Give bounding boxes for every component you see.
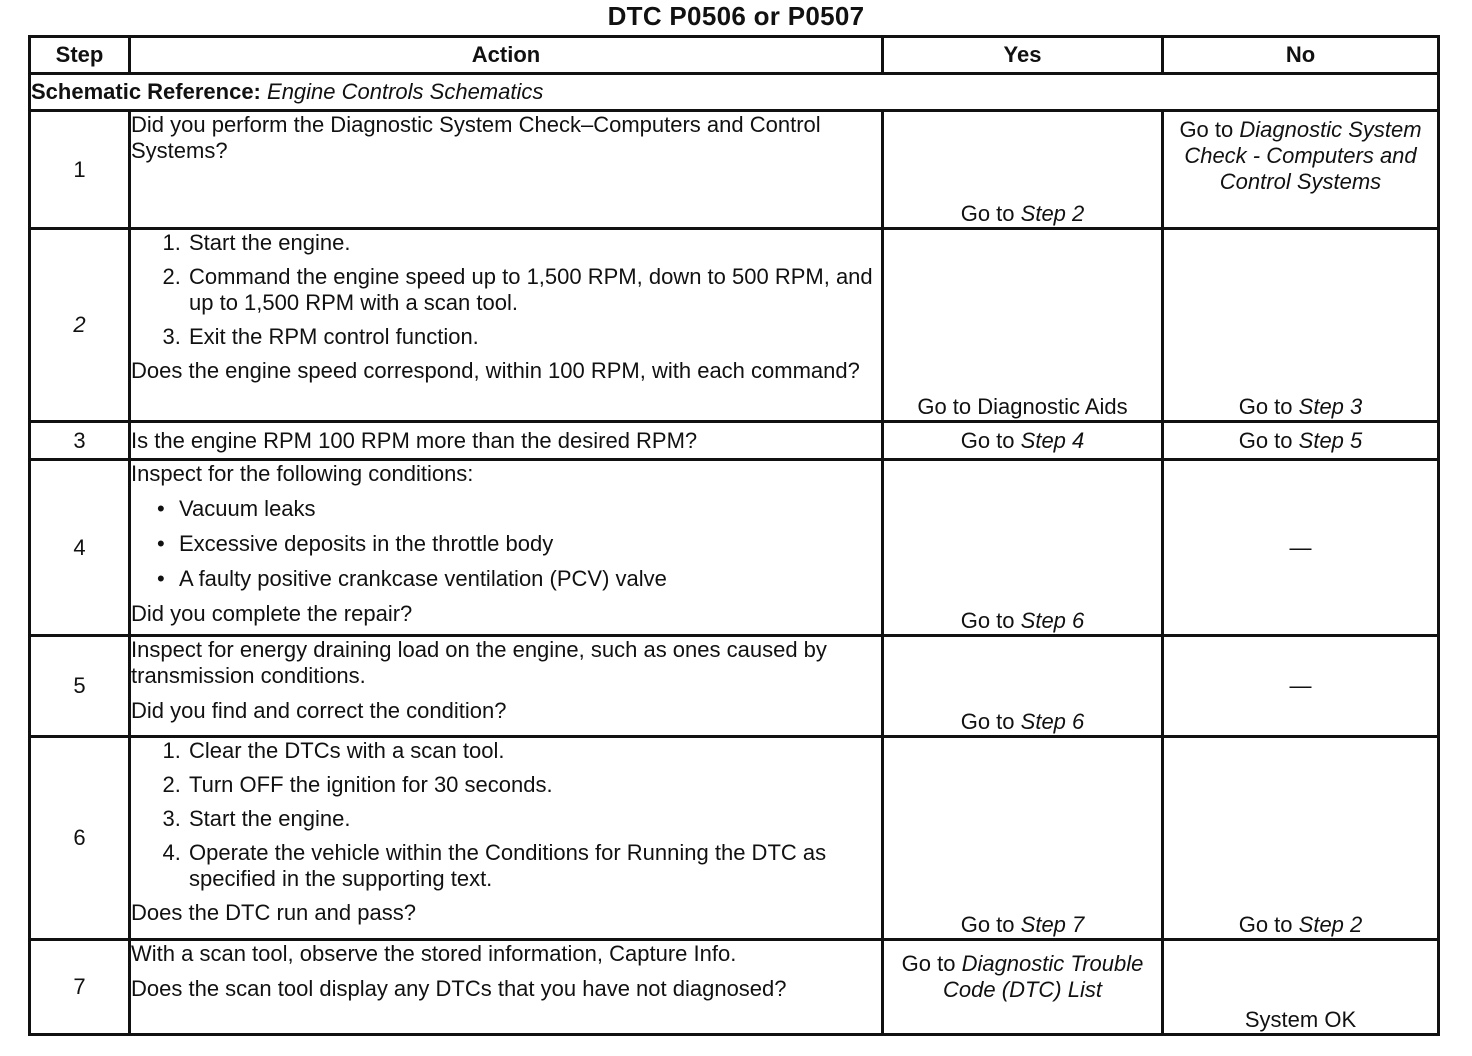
- header-yes: Yes: [883, 37, 1163, 74]
- yes-link[interactable]: Step 6: [1020, 709, 1085, 734]
- question: Did you perform the Diagnostic System Check–Computers and Control Systems?: [131, 112, 821, 163]
- step-number: 1: [30, 111, 130, 229]
- yes-prefix: Go to: [960, 608, 1015, 633]
- no-dash: —: [1289, 534, 1312, 560]
- dtc-table: [28, 35, 1440, 1036]
- no-text: System OK: [1244, 1007, 1357, 1032]
- yes-cell: [883, 636, 1163, 737]
- list-item: 1. Clear the DTCs with a scan tool.: [187, 738, 881, 764]
- no-link[interactable]: Step 3: [1298, 394, 1363, 419]
- action-steps: [131, 230, 881, 350]
- no-cell: [1163, 636, 1439, 737]
- no-prefix: Go to: [1238, 394, 1293, 419]
- header-step: Step: [30, 37, 130, 74]
- yes-cell: [883, 111, 1163, 229]
- yes-link[interactable]: Step 7: [1020, 912, 1085, 937]
- step-number: 2: [30, 229, 130, 422]
- no-cell: [1163, 737, 1439, 940]
- yes-link[interactable]: Step 6: [1020, 608, 1085, 633]
- yes-prefix: Go to: [960, 709, 1015, 734]
- step-number: 3: [30, 422, 130, 460]
- action-cell: [130, 737, 883, 940]
- question: Does the scan tool display any DTCs that you have not diagnosed?: [131, 976, 787, 1001]
- step-number: 5: [30, 636, 130, 737]
- question: Does the engine speed correspond, within 100 RPM, with each command?: [131, 358, 860, 383]
- table-row: [30, 940, 1439, 1035]
- no-link[interactable]: Diagnostic System Check - Computers and Control Systems: [1184, 117, 1422, 194]
- intro-text: With a scan tool, observe the stored information, Capture Info.: [131, 941, 737, 966]
- list-item: • Vacuum leaks: [179, 496, 881, 522]
- step-number: 6: [30, 737, 130, 940]
- list-item: • A faulty positive crankcase ventilation (PCV) valve: [179, 566, 881, 592]
- question: Did you find and correct the condition?: [131, 698, 507, 723]
- list-item: • Excessive deposits in the throttle body: [179, 531, 881, 557]
- schematic-reference: [30, 74, 1439, 111]
- no-prefix: Go to: [1238, 912, 1293, 937]
- action-cell: [130, 460, 883, 636]
- yes-cell: [883, 460, 1163, 636]
- list-item: 4. Operate the vehicle within the Conditions for Running the DTC as specified in the supporting text.: [187, 840, 881, 892]
- action-steps: [131, 738, 881, 892]
- table-row: [30, 422, 1439, 460]
- question: Did you complete the repair?: [131, 601, 413, 626]
- action-cell: [130, 940, 883, 1035]
- action-cell: [130, 636, 883, 737]
- no-cell: [1163, 460, 1439, 636]
- list-item: 3. Exit the RPM control function.: [187, 324, 881, 350]
- yes-cell[interactable]: [883, 229, 1163, 422]
- yes-link[interactable]: Diagnostic Trouble Code (DTC) List: [943, 951, 1144, 1002]
- no-prefix: Go to: [1238, 427, 1293, 453]
- no-cell: [1163, 940, 1439, 1035]
- table-row: [30, 636, 1439, 737]
- list-item: 3. Start the engine.: [187, 806, 881, 832]
- no-link[interactable]: Step 2: [1298, 912, 1363, 937]
- schematic-link[interactable]: Engine Controls Schematics: [267, 79, 544, 104]
- schematic-row: [30, 74, 1439, 111]
- yes-link[interactable]: Step 2: [1020, 201, 1085, 226]
- header-row: [30, 37, 1439, 74]
- no-cell: [1163, 229, 1439, 422]
- step-number: 4: [30, 460, 130, 636]
- header-action: Action: [130, 37, 883, 74]
- condition-list: [131, 496, 881, 592]
- table-row: [30, 111, 1439, 229]
- page-title: DTC P0506 or P0507: [607, 1, 865, 31]
- table-row: [30, 229, 1439, 422]
- no-cell: [1163, 111, 1439, 229]
- yes-prefix: Go to: [960, 427, 1015, 453]
- question: Does the DTC run and pass?: [131, 900, 416, 925]
- yes-cell: [883, 422, 1163, 460]
- action-cell: [130, 111, 883, 229]
- no-dash: —: [1289, 673, 1312, 698]
- no-cell: [1163, 422, 1439, 460]
- action-cell: [130, 422, 883, 460]
- header-no: No: [1163, 37, 1439, 74]
- no-link[interactable]: Step 5: [1298, 427, 1363, 453]
- yes-cell: [883, 940, 1163, 1035]
- intro-text: Inspect for the following conditions:: [131, 461, 474, 486]
- yes-link[interactable]: Step 4: [1020, 427, 1085, 453]
- yes-text[interactable]: Go to Diagnostic Aids: [917, 394, 1128, 419]
- table-row: [30, 460, 1439, 636]
- yes-prefix: Go to: [960, 912, 1015, 937]
- list-item: 2. Command the engine speed up to 1,500 RPM, down to 500 RPM, and up to 1,500 RPM with a scan tool.: [187, 264, 881, 316]
- yes-prefix: Go to: [960, 201, 1015, 226]
- list-item: 1. Start the engine.: [187, 230, 881, 256]
- action-cell: [130, 229, 883, 422]
- schematic-label: Schematic Reference:: [31, 79, 261, 104]
- yes-prefix: Go to: [901, 951, 956, 976]
- yes-cell: [883, 737, 1163, 940]
- intro-text: Inspect for energy draining load on the engine, such as ones caused by transmission conditions.: [131, 637, 827, 688]
- no-prefix: Go to: [1179, 117, 1234, 142]
- question: Is the engine RPM 100 RPM more than the desired RPM?: [131, 427, 698, 453]
- step-number: 7: [30, 940, 130, 1035]
- list-item: 2. Turn OFF the ignition for 30 seconds.: [187, 772, 881, 798]
- table-row: [30, 737, 1439, 940]
